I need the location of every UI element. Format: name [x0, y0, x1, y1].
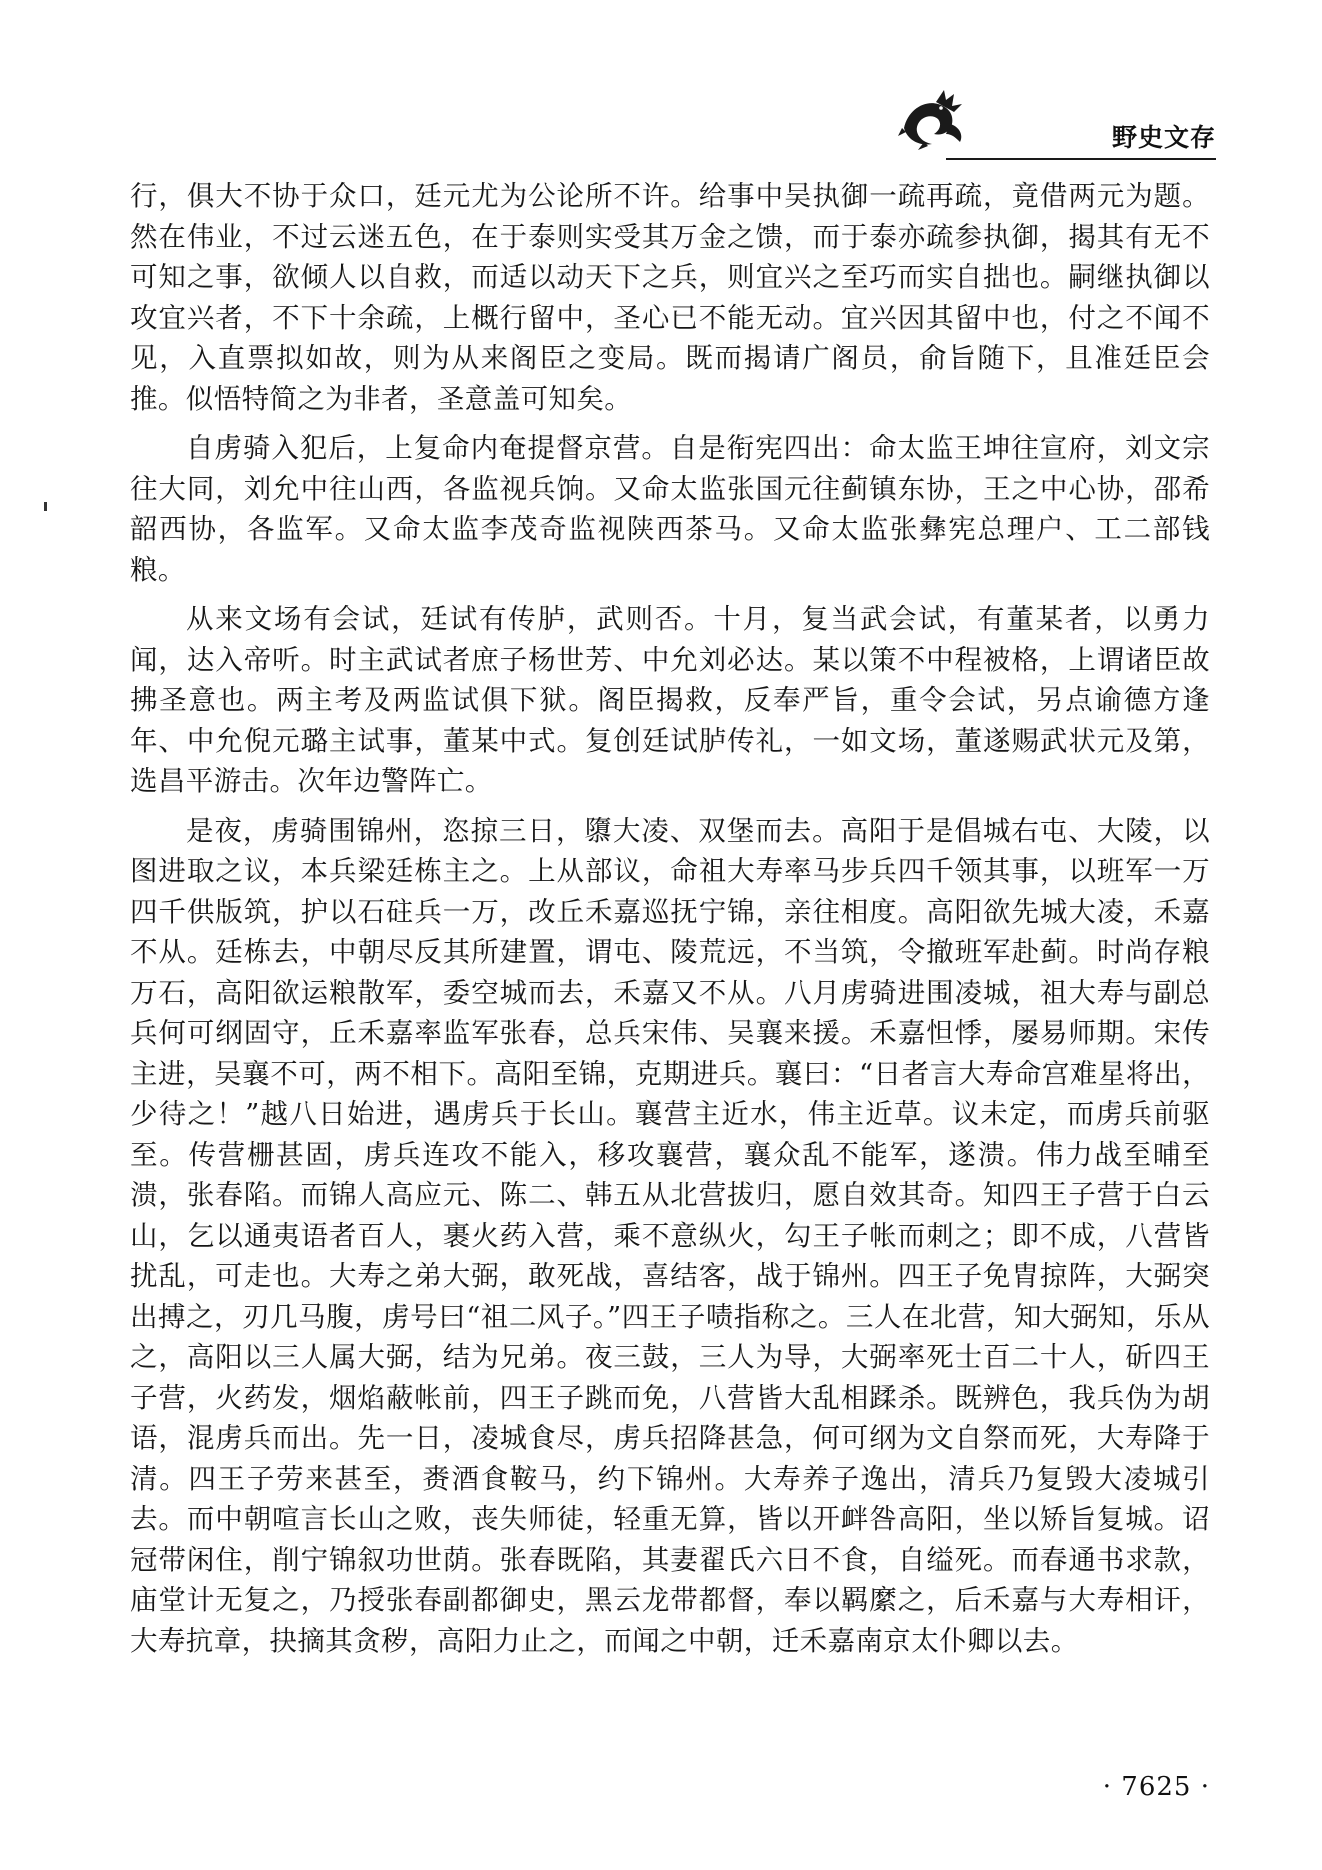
header-rule [946, 158, 1216, 160]
dragon-emblem-icon [894, 84, 968, 154]
running-header [776, 82, 1216, 162]
text-body [130, 176, 1210, 1670]
paragraph: 是夜，虏骑围锦州，恣掠三日，隳大凌、双堡而去。高阳于是倡城右屯、大陵，以图进取之议，本兵梁廷栋主之。上从部议，命祖大寿率马步兵四千领其事，以班军一万四千供版筑，护以石砫兵一万，改丘禾嘉巡抚宁锦，亲往相度。高阳欲先城大凌，禾嘉不从。廷栋去，中朝尽反其所建置，谓屯、陵荒远，不当筑，令撤班军赴蓟。时尚存粮万石，高阳欲运粮散军，委空城而去，禾嘉又不从。八月虏骑进围凌城，祖大寿与副总兵何可纲固守，丘禾嘉率监军张春，总兵宋伟、吴襄来援。禾嘉怛悸，屡易师期。宋传主进，吴襄不可，两不相下。高阳至锦，克期进兵。襄曰：“日者言大寿命宫难星将出，少待之！”越八日始进，遇虏兵于长山。襄营主近水，伟主近草。议未定，而虏兵前驱至。传营栅甚固，虏兵连攻不能入，移攻襄营，襄众乱不能军，遂溃。伟力战至晡至溃，张春陷。而锦人高应元、陈二、韩五从北营拔归，愿自效其奇。知四王子营于白云山，乞以通夷语者百人，裹火药入营，乘不意纵火，勾王子帐而刺之；即不成，八营皆扰乱，可走也。大寿之弟大弼，敢死战，喜结客，战于锦州。四王子免胄掠阵，大弼突出搏之，刃几马腹，虏号曰“祖二风子。”四王子啧指称之。三人在北营，知大弼知，乐从之，高阳以三人属大弼，结为兄弟。夜三鼓，三人为导，大弼率死士百二十人，斫四王子营，火药发，烟焰蔽帐前，四王子跳而免，八营皆大乱相蹂杀。既辨色，我兵伪为胡语，混虏兵而出。先一日，凌城食尽，虏兵招降甚急，何可纲为文自祭而死，大寿降于清。四王子劳来甚至，赉酒食鞍马，约下锦州。大寿养子逸出，清兵乃复毁大凌城引去。而中朝喧言长山之败，丧失师徒，轻重无算，皆以开衅咎高阳，坐以矫旨复城。诏冠带闲住，削宁锦叙功世荫。张春既陷，其妻翟氏六日不食，自缢死。而春通书求款，庙堂计无复之，乃授张春副都御史，黑云龙带都督，奉以羁縻之，后禾嘉与大寿相讦，大寿抗章，抉摘其贪秽，高阳力止之，而闻之中朝，迁禾嘉南京太仆卿以去。 [130, 814, 1210, 1657]
margin-mark [44, 502, 47, 511]
paragraph: 自虏骑入犯后，上复命内奄提督京营。自是衔宪四出：命太监王坤往宣府，刘文宗往大同，刘允中往山西，各监视兵饷。又命太监张国元往蓟镇东协，王之中心协，邵希韶西协，各监军。又命太监李茂奇监视陕西茶马。又命太监张彝宪总理户、工二部钱粮。 [130, 432, 1210, 586]
page-number: · 7625 · [1102, 1772, 1210, 1802]
paragraph: 从来文场有会试，廷试有传胪，武则否。十月，复当武会试，有董某者，以勇力闻，达入帝听。时主武试者庶子杨世芳、中允刘必达。某以策不中程被格，上谓诸臣故拂圣意也。两主考及两监试俱下狱。阁臣揭救，反奉严旨，重令会试，另点谕德方逢年、中允倪元璐主试事，董某中式。复创廷试胪传礼，一如文场，董遂赐武状元及第，选昌平游击。次年边警阵亡。 [130, 603, 1210, 797]
header-title: 野史文存 [1111, 123, 1216, 152]
paragraph: 行，俱大不协于众口，廷元尤为公论所不许。给事中吴执御一疏再疏，竟借两元为题。然在伟业，不过云迷五色，在于泰则实受其万金之馈，而于泰亦疏参执御，揭其有无不可知之事，欲倾人以自救，而适以动天下之兵，则宜兴之至巧而实自拙也。嗣继执御以攻宜兴者，不下十余疏，上概行留中，圣心已不能无动。宜兴因其留中也，付之不闻不见，入直票拟如故，则为从来阁臣之变局。既而揭请广阁员，俞旨随下，且准廷臣会推。似悟特简之为非者，圣意盖可知矣。 [130, 180, 1210, 415]
